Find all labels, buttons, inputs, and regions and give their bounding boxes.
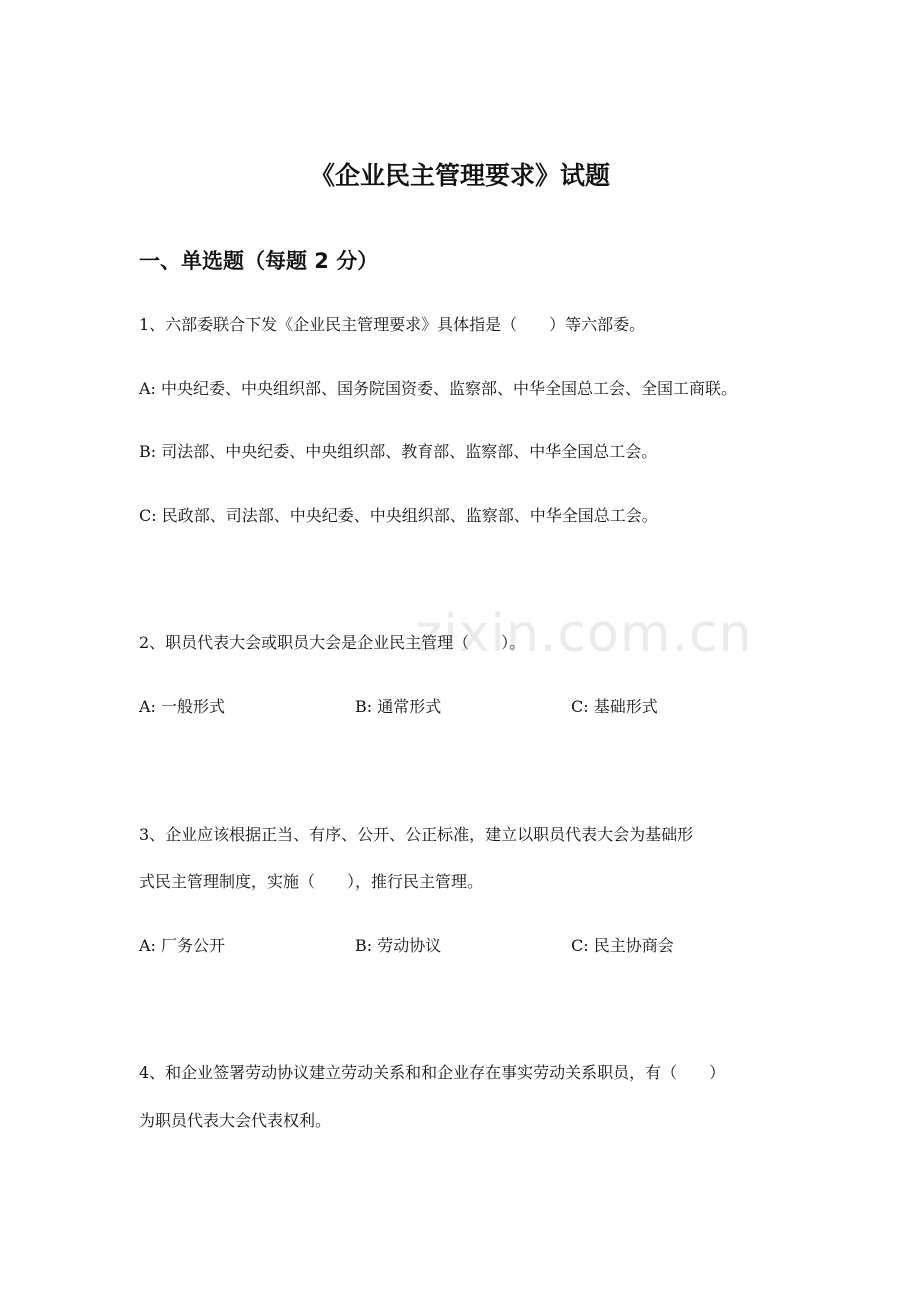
question-1-option-b: B: 司法部、中央纪委、中央组织部、教育部、监察部、中华全国总工会。 — [139, 442, 658, 461]
page-title: 《企业民主管理要求》试题 — [309, 161, 610, 190]
watermark: zixin.com.cn — [415, 604, 753, 664]
question-4-text-line-1: 4、和企业签署劳动协议建立劳动关系和和企业存在事实劳动关系职员，有（ ） — [139, 1063, 726, 1082]
question-3-option-b: B: 劳动协议 — [355, 936, 442, 955]
question-2-text: 2、职员代表大会或职员大会是企业民主管理（ ）。 — [139, 633, 526, 652]
question-4-text-line-2: 为职员代表大会代表权利。 — [139, 1111, 332, 1130]
section-heading: 一、单选题（每题 2 分） — [139, 249, 379, 273]
question-2-option-c: C: 基础形式 — [571, 697, 658, 716]
question-2-option-b: B: 通常形式 — [355, 697, 442, 716]
question-3-text-line-2: 式民主管理制度，实施（ ），推行民主管理。 — [139, 872, 484, 891]
question-1-option-c: C: 民政部、司法部、中央纪委、中央组织部、监察部、中华全国总工会。 — [139, 506, 658, 525]
question-1-text: 1、六部委联合下发《企业民主管理要求》具体指是（ ）等六部委。 — [139, 315, 646, 334]
question-3-text-line-1: 3、企业应该根据正当、有序、公开、公正标准，建立以职员代表大会为基础形 — [139, 825, 694, 844]
question-3-option-c: C: 民主协商会 — [571, 936, 674, 955]
question-3-option-a: A: 厂务公开 — [139, 936, 226, 955]
question-2-option-a: A: 一般形式 — [139, 697, 226, 716]
question-1-option-a: A: 中央纪委、中央组织部、国务院国资委、监察部、中华全国总工会、全国工商联。 — [139, 379, 738, 398]
